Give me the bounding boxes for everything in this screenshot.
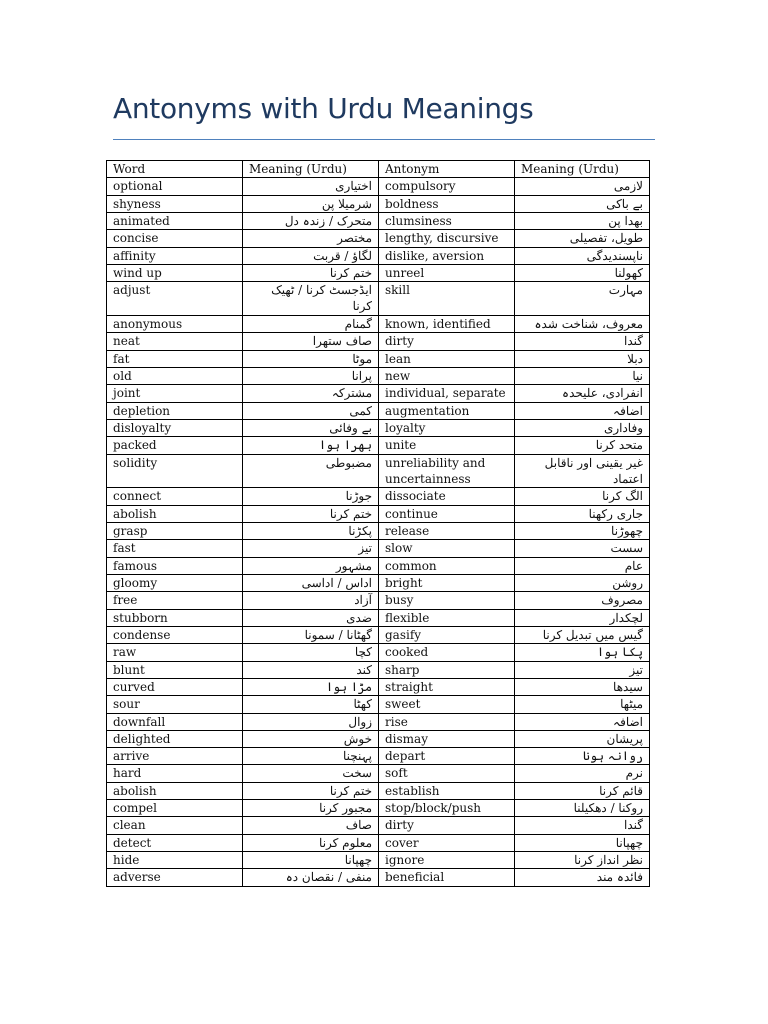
- header-antonym-meaning: Meaning (Urdu): [515, 161, 650, 178]
- cell-antonym: common: [379, 557, 515, 574]
- cell-meaning-urdu: مضبوطی: [243, 454, 379, 488]
- cell-antonym: clumsiness: [379, 212, 515, 229]
- cell-meaning-urdu: پکڑنا: [243, 522, 379, 539]
- table-row: [107, 247, 650, 264]
- cell-antonym-meaning-urdu: کھولنا: [515, 264, 650, 281]
- cell-antonym-meaning-urdu: قائم کرنا: [515, 782, 650, 799]
- table-row: [107, 834, 650, 851]
- cell-antonym-meaning-urdu: گیس میں تبدیل کرنا: [515, 626, 650, 643]
- cell-antonym: boldness: [379, 195, 515, 212]
- cell-meaning-urdu: گمنام: [243, 315, 379, 332]
- cell-word: joint: [107, 385, 243, 402]
- cell-antonym: lengthy, discursive: [379, 230, 515, 247]
- cell-antonym-meaning-urdu: لچکدار: [515, 609, 650, 626]
- table-row: [107, 367, 650, 384]
- cell-meaning-urdu: مڑا ہوا: [243, 678, 379, 695]
- document-title: Antonyms with Urdu Meanings: [113, 92, 534, 125]
- cell-antonym-meaning-urdu: بھدا پن: [515, 212, 650, 229]
- cell-antonym: dirty: [379, 817, 515, 834]
- cell-antonym: known, identified: [379, 315, 515, 332]
- cell-antonym: depart: [379, 748, 515, 765]
- cell-meaning-urdu: صاف: [243, 817, 379, 834]
- table-row: [107, 696, 650, 713]
- cell-antonym-meaning-urdu: پکا ہوا: [515, 644, 650, 661]
- cell-word: depletion: [107, 402, 243, 419]
- table-row: [107, 333, 650, 350]
- cell-meaning-urdu: چھپانا: [243, 852, 379, 869]
- cell-meaning-urdu: کند: [243, 661, 379, 678]
- cell-antonym-meaning-urdu: متحد کرنا: [515, 437, 650, 454]
- cell-word: delighted: [107, 730, 243, 747]
- table-row: [107, 315, 650, 332]
- cell-word: concise: [107, 230, 243, 247]
- cell-antonym: dismay: [379, 730, 515, 747]
- cell-antonym-meaning-urdu: ناپسندیدگی: [515, 247, 650, 264]
- cell-antonym: individual, separate: [379, 385, 515, 402]
- cell-antonym: rise: [379, 713, 515, 730]
- table-row: [107, 626, 650, 643]
- cell-antonym: unreel: [379, 264, 515, 281]
- table-row: [107, 661, 650, 678]
- cell-antonym-meaning-urdu: عام: [515, 557, 650, 574]
- cell-meaning-urdu: زوال: [243, 713, 379, 730]
- table-row: [107, 195, 650, 212]
- cell-meaning-urdu: کچا: [243, 644, 379, 661]
- header-antonym: Antonym: [379, 161, 515, 178]
- table-row: [107, 557, 650, 574]
- cell-word: clean: [107, 817, 243, 834]
- cell-antonym-meaning-urdu: سست: [515, 540, 650, 557]
- cell-meaning-urdu: تیز: [243, 540, 379, 557]
- cell-meaning-urdu: آزاد: [243, 592, 379, 609]
- cell-antonym-meaning-urdu: جاری رکھنا: [515, 505, 650, 522]
- cell-meaning-urdu: خوش: [243, 730, 379, 747]
- cell-meaning-urdu: سخت: [243, 765, 379, 782]
- cell-word: optional: [107, 178, 243, 195]
- cell-word: adjust: [107, 282, 243, 316]
- cell-antonym: bright: [379, 574, 515, 591]
- cell-antonym-meaning-urdu: بے باکی: [515, 195, 650, 212]
- table-row: [107, 505, 650, 522]
- table-row: [107, 264, 650, 281]
- cell-meaning-urdu: مجبور کرنا: [243, 800, 379, 817]
- cell-meaning-urdu: اختیاری: [243, 178, 379, 195]
- cell-meaning-urdu: منفی / نقصان دہ: [243, 869, 379, 886]
- cell-word: abolish: [107, 505, 243, 522]
- cell-word: sour: [107, 696, 243, 713]
- cell-antonym-meaning-urdu: لازمی: [515, 178, 650, 195]
- cell-antonym-meaning-urdu: وفاداری: [515, 419, 650, 436]
- table-row: [107, 644, 650, 661]
- header-meaning: Meaning (Urdu): [243, 161, 379, 178]
- cell-meaning-urdu: ختم کرنا: [243, 505, 379, 522]
- cell-antonym: sharp: [379, 661, 515, 678]
- cell-meaning-urdu: مشہور: [243, 557, 379, 574]
- cell-word: neat: [107, 333, 243, 350]
- cell-word: old: [107, 367, 243, 384]
- cell-meaning-urdu: پرانا: [243, 367, 379, 384]
- cell-antonym-meaning-urdu: گندا: [515, 333, 650, 350]
- cell-word: condense: [107, 626, 243, 643]
- table-row: [107, 282, 650, 316]
- table-row: [107, 212, 650, 229]
- cell-antonym: ignore: [379, 852, 515, 869]
- cell-meaning-urdu: ختم کرنا: [243, 782, 379, 799]
- cell-antonym-meaning-urdu: نیا: [515, 367, 650, 384]
- cell-word: stubborn: [107, 609, 243, 626]
- table-row: [107, 592, 650, 609]
- cell-meaning-urdu: مختصر: [243, 230, 379, 247]
- cell-word: adverse: [107, 869, 243, 886]
- cell-antonym-meaning-urdu: چھپانا: [515, 834, 650, 851]
- cell-meaning-urdu: لگاؤ / قربت: [243, 247, 379, 264]
- cell-antonym: lean: [379, 350, 515, 367]
- cell-antonym-meaning-urdu: چھوڑنا: [515, 522, 650, 539]
- cell-word: abolish: [107, 782, 243, 799]
- cell-meaning-urdu: اداس / اداسی: [243, 574, 379, 591]
- table-row: [107, 609, 650, 626]
- cell-antonym: flexible: [379, 609, 515, 626]
- cell-meaning-urdu: کمی: [243, 402, 379, 419]
- cell-antonym: loyalty: [379, 419, 515, 436]
- table-row: [107, 402, 650, 419]
- antonyms-table: [106, 160, 650, 887]
- table-row: [107, 522, 650, 539]
- cell-antonym: beneficial: [379, 869, 515, 886]
- cell-meaning-urdu: بھرا ہوا: [243, 437, 379, 454]
- cell-antonym-meaning-urdu: مصروف: [515, 592, 650, 609]
- table-row: [107, 713, 650, 730]
- cell-meaning-urdu: موٹا: [243, 350, 379, 367]
- cell-word: animated: [107, 212, 243, 229]
- cell-antonym: compulsory: [379, 178, 515, 195]
- table-row: [107, 869, 650, 886]
- cell-antonym: dissociate: [379, 488, 515, 505]
- cell-meaning-urdu: مشترکہ: [243, 385, 379, 402]
- header-word: Word: [107, 161, 243, 178]
- table-row: [107, 678, 650, 695]
- table-row: [107, 385, 650, 402]
- table-row: [107, 350, 650, 367]
- cell-word: shyness: [107, 195, 243, 212]
- cell-meaning-urdu: ضدی: [243, 609, 379, 626]
- cell-antonym: gasify: [379, 626, 515, 643]
- table-row: [107, 765, 650, 782]
- cell-antonym-meaning-urdu: اضافہ: [515, 713, 650, 730]
- title-underline: [113, 139, 655, 140]
- cell-word: detect: [107, 834, 243, 851]
- cell-word: arrive: [107, 748, 243, 765]
- cell-word: packed: [107, 437, 243, 454]
- cell-antonym-meaning-urdu: طویل، تفصیلی: [515, 230, 650, 247]
- cell-antonym-meaning-urdu: گندا: [515, 817, 650, 834]
- cell-word: famous: [107, 557, 243, 574]
- cell-meaning-urdu: شرمیلا پن: [243, 195, 379, 212]
- cell-antonym: slow: [379, 540, 515, 557]
- cell-antonym-meaning-urdu: نظر انداز کرنا: [515, 852, 650, 869]
- cell-antonym: busy: [379, 592, 515, 609]
- cell-antonym: skill: [379, 282, 515, 316]
- cell-antonym: dislike, aversion: [379, 247, 515, 264]
- cell-antonym-meaning-urdu: میٹھا: [515, 696, 650, 713]
- cell-antonym-meaning-urdu: مہارت: [515, 282, 650, 316]
- table-row: [107, 574, 650, 591]
- cell-antonym: continue: [379, 505, 515, 522]
- cell-word: wind up: [107, 264, 243, 281]
- table-row: [107, 782, 650, 799]
- table-header-row: [107, 161, 650, 178]
- cell-antonym: augmentation: [379, 402, 515, 419]
- cell-word: curved: [107, 678, 243, 695]
- cell-antonym: new: [379, 367, 515, 384]
- cell-word: solidity: [107, 454, 243, 488]
- table-row: [107, 454, 650, 488]
- cell-word: fast: [107, 540, 243, 557]
- cell-meaning-urdu: جوڑنا: [243, 488, 379, 505]
- cell-antonym-meaning-urdu: معروف، شناخت شدہ: [515, 315, 650, 332]
- cell-antonym: establish: [379, 782, 515, 799]
- cell-antonym-meaning-urdu: فائدہ مند: [515, 869, 650, 886]
- cell-word: anonymous: [107, 315, 243, 332]
- cell-meaning-urdu: ایڈجسٹ کرنا / ٹھیک کرنا: [243, 282, 379, 316]
- cell-meaning-urdu: بے وفائی: [243, 419, 379, 436]
- cell-meaning-urdu: معلوم کرنا: [243, 834, 379, 851]
- cell-antonym: dirty: [379, 333, 515, 350]
- cell-word: fat: [107, 350, 243, 367]
- cell-antonym: soft: [379, 765, 515, 782]
- cell-antonym: sweet: [379, 696, 515, 713]
- cell-antonym: straight: [379, 678, 515, 695]
- cell-meaning-urdu: صاف ستھرا: [243, 333, 379, 350]
- cell-antonym-meaning-urdu: روانہ ہونا: [515, 748, 650, 765]
- cell-antonym: stop/block/push: [379, 800, 515, 817]
- cell-antonym-meaning-urdu: تیز: [515, 661, 650, 678]
- cell-word: disloyalty: [107, 419, 243, 436]
- table-row: [107, 230, 650, 247]
- table-row: [107, 730, 650, 747]
- cell-antonym-meaning-urdu: انفرادی، علیحدہ: [515, 385, 650, 402]
- cell-antonym-meaning-urdu: روکنا / دھکیلنا: [515, 800, 650, 817]
- table-row: [107, 748, 650, 765]
- table-row: [107, 540, 650, 557]
- cell-antonym: cooked: [379, 644, 515, 661]
- table-row: [107, 437, 650, 454]
- cell-word: connect: [107, 488, 243, 505]
- cell-antonym-meaning-urdu: دبلا: [515, 350, 650, 367]
- table-row: [107, 178, 650, 195]
- cell-antonym-meaning-urdu: اضافہ: [515, 402, 650, 419]
- table-row: [107, 852, 650, 869]
- cell-meaning-urdu: گھٹانا / سمونا: [243, 626, 379, 643]
- cell-antonym-meaning-urdu: نرم: [515, 765, 650, 782]
- cell-word: hide: [107, 852, 243, 869]
- cell-antonym-meaning-urdu: الگ کرنا: [515, 488, 650, 505]
- cell-antonym-meaning-urdu: پریشان: [515, 730, 650, 747]
- cell-word: compel: [107, 800, 243, 817]
- cell-word: raw: [107, 644, 243, 661]
- cell-antonym-meaning-urdu: سیدھا: [515, 678, 650, 695]
- table-row: [107, 800, 650, 817]
- cell-word: affinity: [107, 247, 243, 264]
- cell-word: downfall: [107, 713, 243, 730]
- cell-meaning-urdu: کھٹا: [243, 696, 379, 713]
- cell-antonym: unite: [379, 437, 515, 454]
- cell-antonym: unreliability and uncertainness: [379, 454, 515, 488]
- table-row: [107, 817, 650, 834]
- cell-antonym: release: [379, 522, 515, 539]
- cell-word: blunt: [107, 661, 243, 678]
- cell-antonym-meaning-urdu: روشن: [515, 574, 650, 591]
- table-row: [107, 488, 650, 505]
- cell-meaning-urdu: متحرک / زندہ دل: [243, 212, 379, 229]
- cell-word: gloomy: [107, 574, 243, 591]
- cell-antonym: cover: [379, 834, 515, 851]
- cell-antonym-meaning-urdu: غیر یقینی اور ناقابل اعتماد: [515, 454, 650, 488]
- cell-meaning-urdu: پہنچنا: [243, 748, 379, 765]
- antonyms-table-body: [107, 161, 650, 887]
- cell-word: grasp: [107, 522, 243, 539]
- table-row: [107, 419, 650, 436]
- cell-meaning-urdu: ختم کرنا: [243, 264, 379, 281]
- cell-word: hard: [107, 765, 243, 782]
- cell-word: free: [107, 592, 243, 609]
